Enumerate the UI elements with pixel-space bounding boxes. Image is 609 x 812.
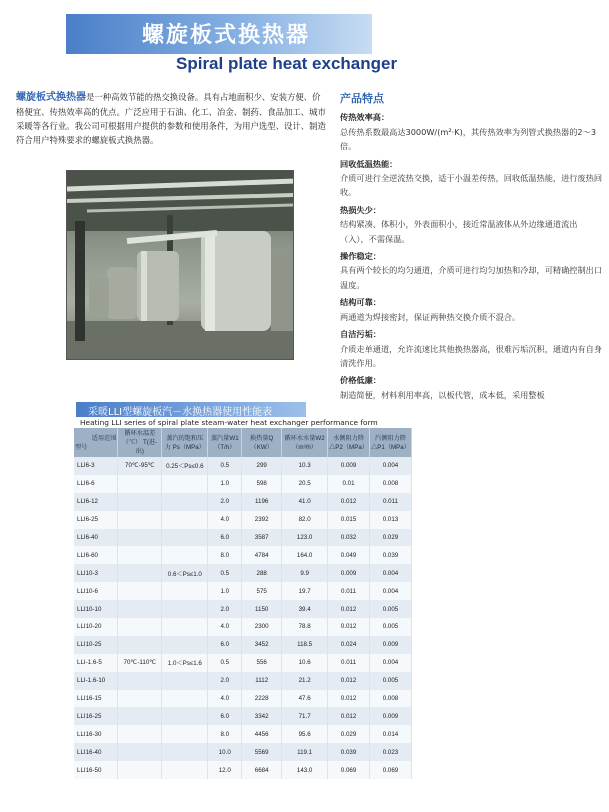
cell-dp1: 0.009 xyxy=(370,707,412,725)
cell-steam: 4.0 xyxy=(208,618,242,636)
cell-model: LLI10-10 xyxy=(74,600,118,618)
cell-pressure xyxy=(162,743,208,761)
table-body xyxy=(74,457,412,779)
header-pressure: 蒸汽的饱和压力 Ps（MPa） xyxy=(162,428,208,457)
feature-heading: 价格低廉： xyxy=(340,375,381,386)
cell-pressure xyxy=(162,529,208,547)
cell-dp1: 0.009 xyxy=(370,636,412,654)
table-row xyxy=(74,690,412,708)
cell-water: 164.0 xyxy=(282,546,328,564)
cell-water: 78.8 xyxy=(282,618,328,636)
cell-pressure xyxy=(162,493,208,511)
cell-dp2: 0.069 xyxy=(328,761,370,779)
cell-pressure xyxy=(162,707,208,725)
cell-model: LLI6-60 xyxy=(74,546,118,564)
cell-steam: 12.0 xyxy=(208,761,242,779)
page-subtitle: Spiral plate heat exchanger xyxy=(176,54,398,73)
table-row xyxy=(74,618,412,636)
header-corner-top: 适用范围 xyxy=(91,434,117,442)
header-dp1: 汽侧阻力降 △P1（MPa） xyxy=(370,428,412,457)
cell-temp xyxy=(118,690,162,708)
cell-dp2: 0.01 xyxy=(328,475,370,493)
feature-text: 总传热系数最高达3000W/(m²·K)，其传热效率为列管式换热器的2～3倍。 xyxy=(340,126,597,152)
page-title: 螺旋板式换热器 xyxy=(142,23,311,48)
header-water: 循环水水量W2（m³/h） xyxy=(282,428,328,457)
cell-temp xyxy=(118,743,162,761)
cell-temp xyxy=(118,511,162,529)
feature-heading: 传热效率高： xyxy=(340,112,390,123)
feature-text: 制造简便，材料利用率高，以板代管，成本低，采用整板 xyxy=(340,389,545,400)
cell-water: 123.0 xyxy=(282,529,328,547)
table-row xyxy=(74,493,412,511)
cell-dp2: 0.011 xyxy=(328,582,370,600)
feature-heading: 结构可靠： xyxy=(340,297,381,308)
header-corner xyxy=(74,428,118,457)
cell-heat: 299 xyxy=(242,457,282,475)
cell-steam: 8.0 xyxy=(208,546,242,564)
cell-dp2: 0.012 xyxy=(328,618,370,636)
intro-body: 是一种高效节能的热交换设备。具有占地面积少、安装方便、价格便宜、传热效率高的优点。广泛应用于石油、化工、冶金、制药、食品加工、城市采暖等各行业。我公司可根据用户提供的参数和使用条件，为用户选型、设计、制造符合用户特殊要求的螺旋板式换热器。 xyxy=(16,92,326,145)
cell-pressure xyxy=(162,725,208,743)
cell-temp xyxy=(118,636,162,654)
table-row xyxy=(74,564,412,582)
cell-water: 71.7 xyxy=(282,707,328,725)
cell-heat: 1150 xyxy=(242,600,282,618)
feature-heading: 操作稳定： xyxy=(340,251,381,262)
cell-water: 47.6 xyxy=(282,690,328,708)
cell-pressure xyxy=(162,600,208,618)
feature-text: 具有两个较长的均匀通道，介质可进行均匀加热和冷却，可精确控制出口温度。 xyxy=(340,265,603,290)
cell-dp1: 0.029 xyxy=(370,529,412,547)
cell-temp xyxy=(118,707,162,725)
cell-dp1: 0.004 xyxy=(370,457,412,475)
table-row xyxy=(74,600,412,618)
cell-water: 19.7 xyxy=(282,582,328,600)
cell-dp2: 0.012 xyxy=(328,690,370,708)
cell-water: 143.0 xyxy=(282,761,328,779)
cell-heat: 556 xyxy=(242,654,282,672)
cell-water: 82.0 xyxy=(282,511,328,529)
intro-paragraph xyxy=(16,90,328,147)
cell-pressure xyxy=(162,511,208,529)
cell-heat: 2300 xyxy=(242,618,282,636)
cell-dp1: 0.069 xyxy=(370,761,412,779)
cell-steam: 4.0 xyxy=(208,690,242,708)
product-features xyxy=(340,92,602,405)
cell-dp1: 0.004 xyxy=(370,654,412,672)
table-row xyxy=(74,672,412,690)
cell-dp1: 0.004 xyxy=(370,582,412,600)
cell-model: LLI10-3 xyxy=(74,564,118,582)
cell-steam: 8.0 xyxy=(208,725,242,743)
cell-pressure: 1.0＜Ps≤1.6 xyxy=(162,654,208,672)
cell-temp xyxy=(118,475,162,493)
header-temp: 循环水温差（℃） T(进-出) xyxy=(118,428,162,457)
cell-dp2: 0.009 xyxy=(328,457,370,475)
cell-heat: 575 xyxy=(242,582,282,600)
cell-pressure xyxy=(162,475,208,493)
cell-heat: 6684 xyxy=(242,761,282,779)
cell-dp1: 0.011 xyxy=(370,493,412,511)
table-row xyxy=(74,475,412,493)
cell-temp xyxy=(118,618,162,636)
cell-heat: 1112 xyxy=(242,672,282,690)
cell-temp xyxy=(118,546,162,564)
cell-dp2: 0.012 xyxy=(328,600,370,618)
table-row xyxy=(74,546,412,564)
feature-heading: 自洁污垢： xyxy=(340,329,381,340)
cell-pressure xyxy=(162,618,208,636)
table-row xyxy=(74,725,412,743)
cell-heat: 4784 xyxy=(242,546,282,564)
cell-steam: 6.0 xyxy=(208,636,242,654)
cell-heat: 5569 xyxy=(242,743,282,761)
cell-temp xyxy=(118,564,162,582)
cell-temp xyxy=(118,529,162,547)
table-row xyxy=(74,511,412,529)
cell-dp1: 0.039 xyxy=(370,546,412,564)
cell-model: LLI-1.6-5 xyxy=(74,654,118,672)
cell-steam: 4.0 xyxy=(208,511,242,529)
cell-dp2: 0.011 xyxy=(328,654,370,672)
cell-model: LLI10-20 xyxy=(74,618,118,636)
cell-water: 20.5 xyxy=(282,475,328,493)
cell-pressure xyxy=(162,672,208,690)
table-title: 采暖LLI型螺旋板汽－水换热器使用性能表 xyxy=(88,407,273,418)
feature-text: 结构紧凑、体积小，外表面积小，接近常温液体从外边缘通道流出（入），不需保温。 xyxy=(340,219,578,244)
table-row xyxy=(74,457,412,475)
performance-table xyxy=(74,428,412,779)
feature-text: 介质可进行全逆流热交换，适于小温差传热，回收低温热能，进行废热回收。 xyxy=(340,173,603,198)
table-row xyxy=(74,761,412,779)
table-subtitle: Heating LLI series of spiral plate steam-water heat exchanger performance form xyxy=(80,418,378,427)
cell-temp: 70℃-95℃ xyxy=(118,457,162,475)
table-row xyxy=(74,582,412,600)
cell-dp2: 0.012 xyxy=(328,493,370,511)
cell-heat: 288 xyxy=(242,564,282,582)
cell-water: 10.3 xyxy=(282,457,328,475)
cell-model: LLI-1.6-10 xyxy=(74,672,118,690)
cell-steam: 1.0 xyxy=(208,582,242,600)
cell-dp1: 0.005 xyxy=(370,618,412,636)
cell-model: LLI16-30 xyxy=(74,725,118,743)
table-row xyxy=(74,743,412,761)
cell-heat: 2228 xyxy=(242,690,282,708)
cell-dp2: 0.032 xyxy=(328,529,370,547)
feature-heading: 热损失少： xyxy=(340,204,381,215)
header-dp2: 水侧阻力降 △P2（MPa） xyxy=(328,428,370,457)
cell-steam: 2.0 xyxy=(208,493,242,511)
cell-temp xyxy=(118,761,162,779)
cell-temp xyxy=(118,493,162,511)
cell-pressure xyxy=(162,636,208,654)
cell-dp2: 0.049 xyxy=(328,546,370,564)
cell-steam: 0.5 xyxy=(208,654,242,672)
cell-steam: 2.0 xyxy=(208,672,242,690)
cell-water: 41.0 xyxy=(282,493,328,511)
intro-lead: 螺旋板式换热器 xyxy=(16,92,86,103)
cell-dp2: 0.015 xyxy=(328,511,370,529)
table-row xyxy=(74,654,412,672)
cell-heat: 1196 xyxy=(242,493,282,511)
header-steam: 蒸汽量W1（T/h） xyxy=(208,428,242,457)
cell-heat: 2392 xyxy=(242,511,282,529)
cell-water: 119.1 xyxy=(282,743,328,761)
table-row xyxy=(74,636,412,654)
cell-dp1: 0.005 xyxy=(370,672,412,690)
cell-pressure xyxy=(162,582,208,600)
features-title: 产品特点 xyxy=(340,92,384,105)
cell-heat: 598 xyxy=(242,475,282,493)
cell-pressure xyxy=(162,546,208,564)
cell-model: LLI6-12 xyxy=(74,493,118,511)
cell-model: LLI16-25 xyxy=(74,707,118,725)
cell-steam: 0.5 xyxy=(208,564,242,582)
cell-dp2: 0.012 xyxy=(328,672,370,690)
cell-water: 9.9 xyxy=(282,564,328,582)
cell-pressure: 0.6＜Ps≤1.0 xyxy=(162,564,208,582)
cell-dp1: 0.008 xyxy=(370,475,412,493)
factory-photo xyxy=(66,170,294,360)
cell-heat: 4456 xyxy=(242,725,282,743)
cell-temp xyxy=(118,672,162,690)
cell-water: 95.6 xyxy=(282,725,328,743)
cell-dp2: 0.039 xyxy=(328,743,370,761)
cell-temp xyxy=(118,600,162,618)
cell-pressure xyxy=(162,690,208,708)
cell-model: LLI6-3 xyxy=(74,457,118,475)
cell-dp2: 0.009 xyxy=(328,564,370,582)
cell-model: LLI6-6 xyxy=(74,475,118,493)
cell-steam: 10.0 xyxy=(208,743,242,761)
table-header-row xyxy=(74,428,412,457)
cell-temp xyxy=(118,582,162,600)
cell-dp1: 0.023 xyxy=(370,743,412,761)
cell-dp1: 0.013 xyxy=(370,511,412,529)
cell-water: 10.6 xyxy=(282,654,328,672)
cell-model: LLI10-6 xyxy=(74,582,118,600)
cell-steam: 6.0 xyxy=(208,529,242,547)
cell-water: 118.5 xyxy=(282,636,328,654)
cell-model: LLI6-25 xyxy=(74,511,118,529)
cell-dp2: 0.024 xyxy=(328,636,370,654)
cell-model: LLI16-50 xyxy=(74,761,118,779)
cell-heat: 3587 xyxy=(242,529,282,547)
table-row xyxy=(74,707,412,725)
cell-heat: 3452 xyxy=(242,636,282,654)
cell-steam: 2.0 xyxy=(208,600,242,618)
cell-dp1: 0.008 xyxy=(370,690,412,708)
cell-pressure xyxy=(162,761,208,779)
cell-model: LLI16-40 xyxy=(74,743,118,761)
table-row xyxy=(74,529,412,547)
factory-photo-illustration xyxy=(67,171,294,360)
cell-dp1: 0.004 xyxy=(370,564,412,582)
cell-dp1: 0.005 xyxy=(370,600,412,618)
feature-heading: 回收低温热能： xyxy=(340,158,398,169)
header-heat: 换热量Q（KW） xyxy=(242,428,282,457)
cell-dp2: 0.012 xyxy=(328,707,370,725)
cell-steam: 1.0 xyxy=(208,475,242,493)
cell-water: 39.4 xyxy=(282,600,328,618)
cell-model: LLI6-40 xyxy=(74,529,118,547)
header-corner-bottom: 型号 xyxy=(75,443,88,451)
cell-steam: 6.0 xyxy=(208,707,242,725)
cell-pressure: 0.25＜Ps≤0.6 xyxy=(162,457,208,475)
cell-temp xyxy=(118,725,162,743)
cell-model: LLI16-15 xyxy=(74,690,118,708)
feature-text: 介质走单通道，允许流速比其他换热器高，很难污垢沉积，通道内有自身清洗作用。 xyxy=(340,343,603,368)
feature-text: 两通道为焊接密封，保证两种热交换介质不混合。 xyxy=(340,311,521,322)
cell-temp: 70℃-110℃ xyxy=(118,654,162,672)
cell-water: 21.2 xyxy=(282,672,328,690)
cell-steam: 0.5 xyxy=(208,457,242,475)
cell-dp2: 0.029 xyxy=(328,725,370,743)
cell-model: LLI10-25 xyxy=(74,636,118,654)
cell-heat: 3342 xyxy=(242,707,282,725)
cell-dp1: 0.014 xyxy=(370,725,412,743)
